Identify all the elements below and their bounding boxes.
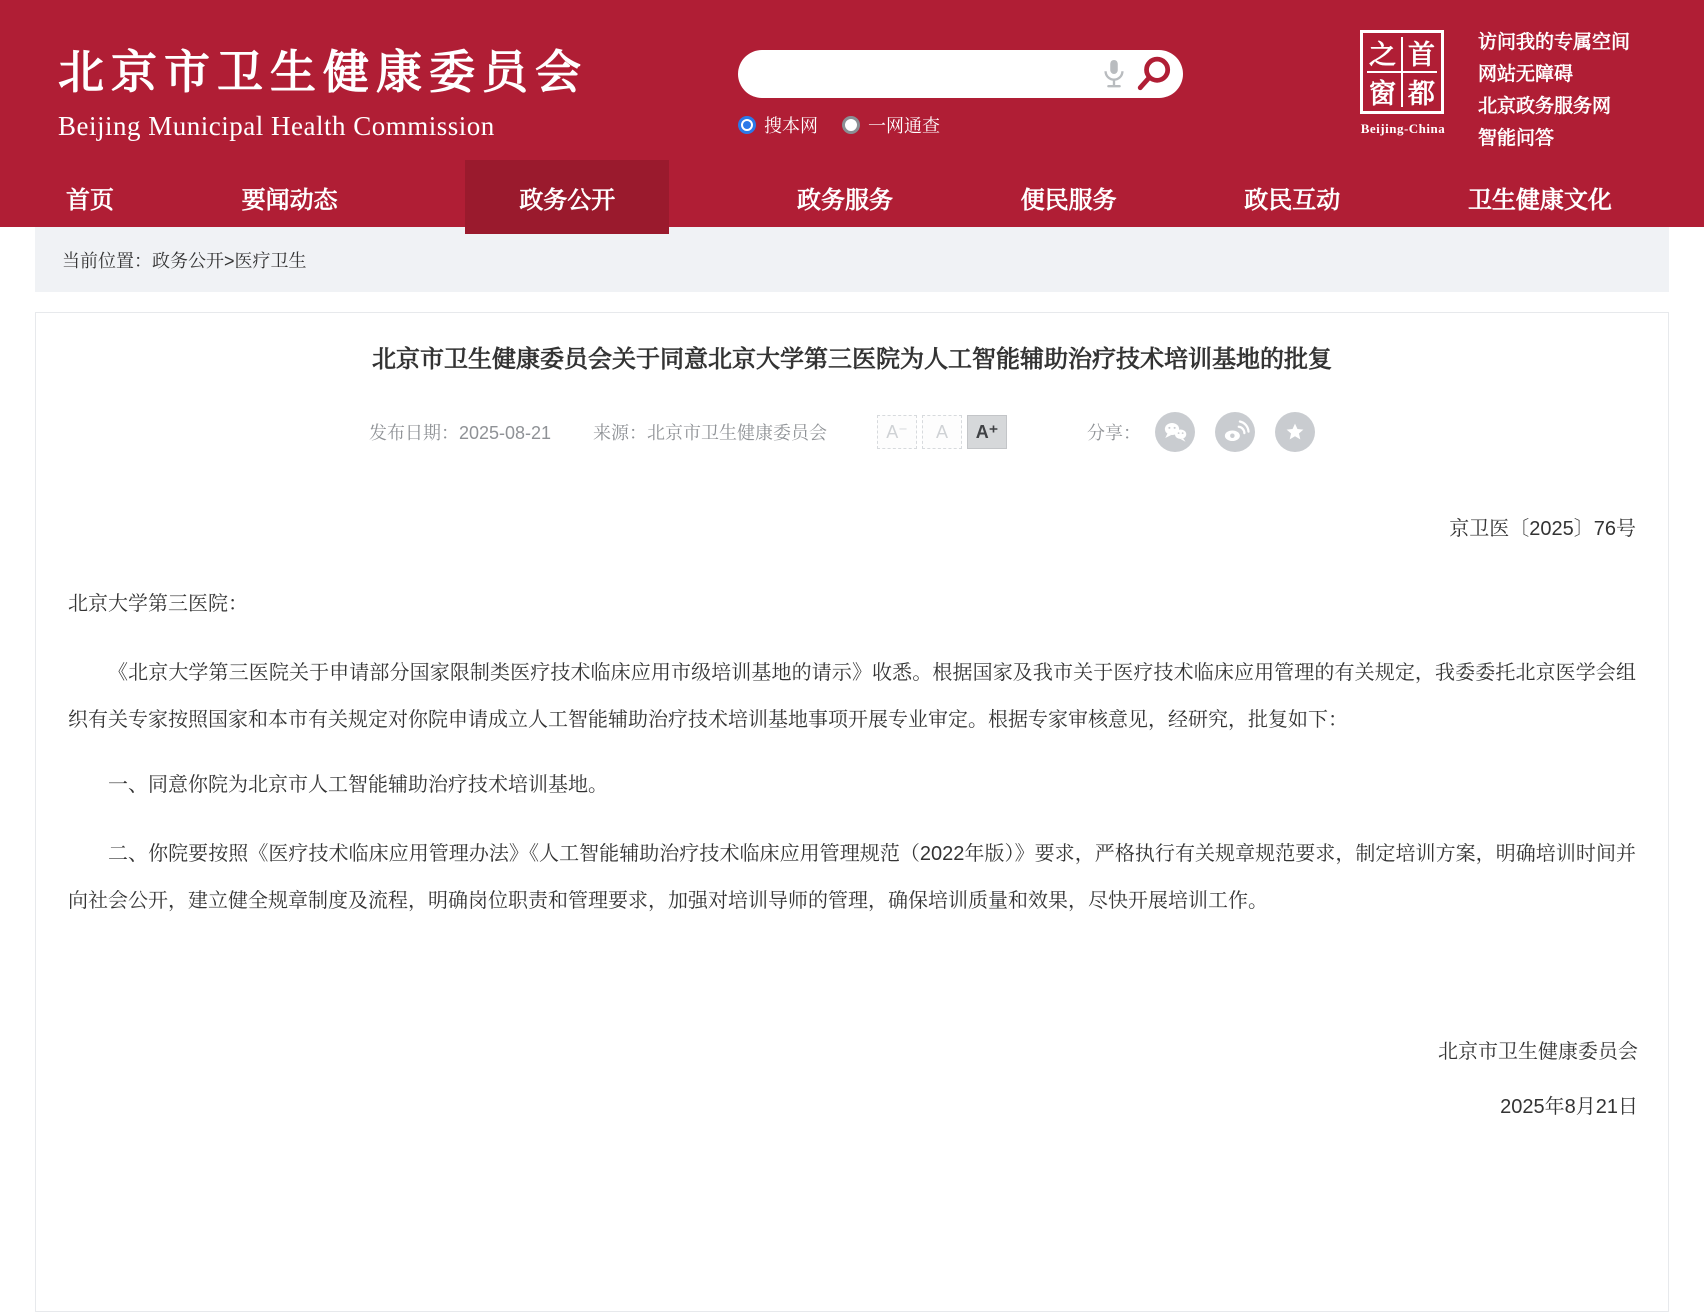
star-icon (1281, 418, 1309, 446)
radio-unselected-icon (842, 116, 860, 134)
nav-item-interaction[interactable]: 政民互动 (1244, 186, 1341, 214)
signature-date: 2025年8月21日 (1500, 1096, 1638, 1118)
body-paragraph: 《北京大学第三医院关于申请部分国家限制类医疗技术临床应用市级培训基地的请示》收悉。根据国家及我市关于医疗技术临床应用管理的有关规定，我委委托北京医学会组织有关专家按照国家和本市有关规定对你院申请成立人工智能辅助治疗技术培训基地事项开展专业审定。根据专家审核意见，经研究，批复如下： (68, 662, 1636, 731)
nav-item-home[interactable]: 首页 (66, 186, 114, 214)
source-value: 北京市卫生健康委员会 (647, 423, 828, 443)
seal-char: 首 (1408, 40, 1435, 70)
search-box (738, 50, 1183, 98)
article-meta-row (36, 412, 1668, 452)
breadcrumb-label: 当前位置： (62, 250, 152, 271)
share-favorite-button[interactable] (1275, 412, 1315, 452)
quick-links (1478, 30, 1630, 158)
link-accessibility[interactable]: 网站无障碍 (1478, 64, 1574, 85)
share-weibo-button[interactable] (1215, 412, 1255, 452)
nav-item-gov-open[interactable]: 政务公开 (465, 160, 669, 234)
radio-selected-icon (738, 116, 756, 134)
source-label: 来源： (593, 423, 648, 443)
seal-caption: Beijing-China (1360, 121, 1446, 136)
scope-network-label: 一网通查 (868, 116, 940, 136)
search-button[interactable] (1133, 56, 1183, 92)
link-my-space[interactable]: 访问我的专属空间 (1478, 32, 1631, 53)
article-source (593, 419, 827, 445)
body-paragraph: 二、你院要按照《医疗技术临床应用管理办法》《人工智能辅助治疗技术临床应用管理规范（2022年版）》要求，严格执行有关规章规范要求，制定培训方案，明确培训时间并向社会公开，建立健全规章制度及流程，明确岗位职责和管理要求，加强对培训导师的管理，确保培训质量和效果，尽快开展培训工作。 (68, 843, 1636, 912)
breadcrumb-path[interactable]: 政务公开>医疗卫生 (152, 250, 307, 271)
publish-date-value: 2025-08-21 (458, 423, 552, 443)
search-scope-options (738, 112, 1183, 138)
search-icon (1137, 56, 1173, 92)
article-title: 北京市卫生健康委员会关于同意北京大学第三医院为人工智能辅助治疗技术培训基地的批复 (372, 346, 1332, 373)
search-input[interactable] (738, 50, 1095, 98)
body-paragraph: 一、同意你院为北京市人工智能辅助治疗技术培训基地。 (108, 774, 608, 796)
site-title-zh: 北京市卫生健康委员会 (58, 46, 588, 98)
scope-site-label: 搜本网 (764, 116, 818, 136)
share-label: 分享： (1087, 423, 1142, 443)
font-smaller-button[interactable]: A⁻ (877, 415, 917, 449)
scope-option-site[interactable] (738, 112, 818, 138)
capital-window-seal-icon (1360, 30, 1444, 114)
main-nav (0, 167, 1704, 227)
scope-option-network[interactable] (842, 112, 940, 138)
site-header (0, 0, 1704, 167)
font-larger-button[interactable]: A⁺ (967, 415, 1007, 449)
seal-char: 都 (1408, 79, 1435, 109)
publish-date-label: 发布日期： (368, 423, 459, 443)
link-smart-qa[interactable]: 智能问答 (1478, 128, 1555, 149)
nav-item-gov-service[interactable]: 政务服务 (796, 186, 893, 214)
article-body (36, 581, 1668, 925)
voice-search-button[interactable] (1095, 57, 1133, 91)
signature: 北京市卫生健康委员会 (1438, 1041, 1638, 1063)
link-beijing-gov-service[interactable]: 北京政务服务网 (1478, 96, 1612, 117)
microphone-icon (1099, 57, 1129, 91)
nav-item-news[interactable]: 要闻动态 (241, 186, 338, 214)
wechat-icon (1160, 417, 1190, 447)
publish-date (369, 419, 551, 445)
site-logo[interactable] (58, 36, 588, 142)
search-area (738, 50, 1183, 138)
weibo-icon (1220, 417, 1250, 447)
capital-window-logo[interactable] (1360, 30, 1446, 137)
nav-item-convenience[interactable]: 便民服务 (1020, 186, 1117, 214)
share-icons (1155, 412, 1335, 452)
seal-char: 窗 (1369, 79, 1396, 109)
salutation: 北京大学第三医院： (68, 593, 248, 615)
nav-item-health-culture[interactable]: 卫生健康文化 (1467, 186, 1612, 214)
document-number: 京卫医〔2025〕76号 (1449, 518, 1636, 540)
breadcrumb (35, 227, 1669, 292)
article-card (35, 312, 1669, 1312)
font-normal-button[interactable]: A (922, 415, 962, 449)
font-size-controls (877, 415, 1012, 449)
site-title-en: Beijing Municipal Health Commission (58, 111, 495, 141)
seal-char: 之 (1369, 40, 1396, 70)
share-wechat-button[interactable] (1155, 412, 1195, 452)
